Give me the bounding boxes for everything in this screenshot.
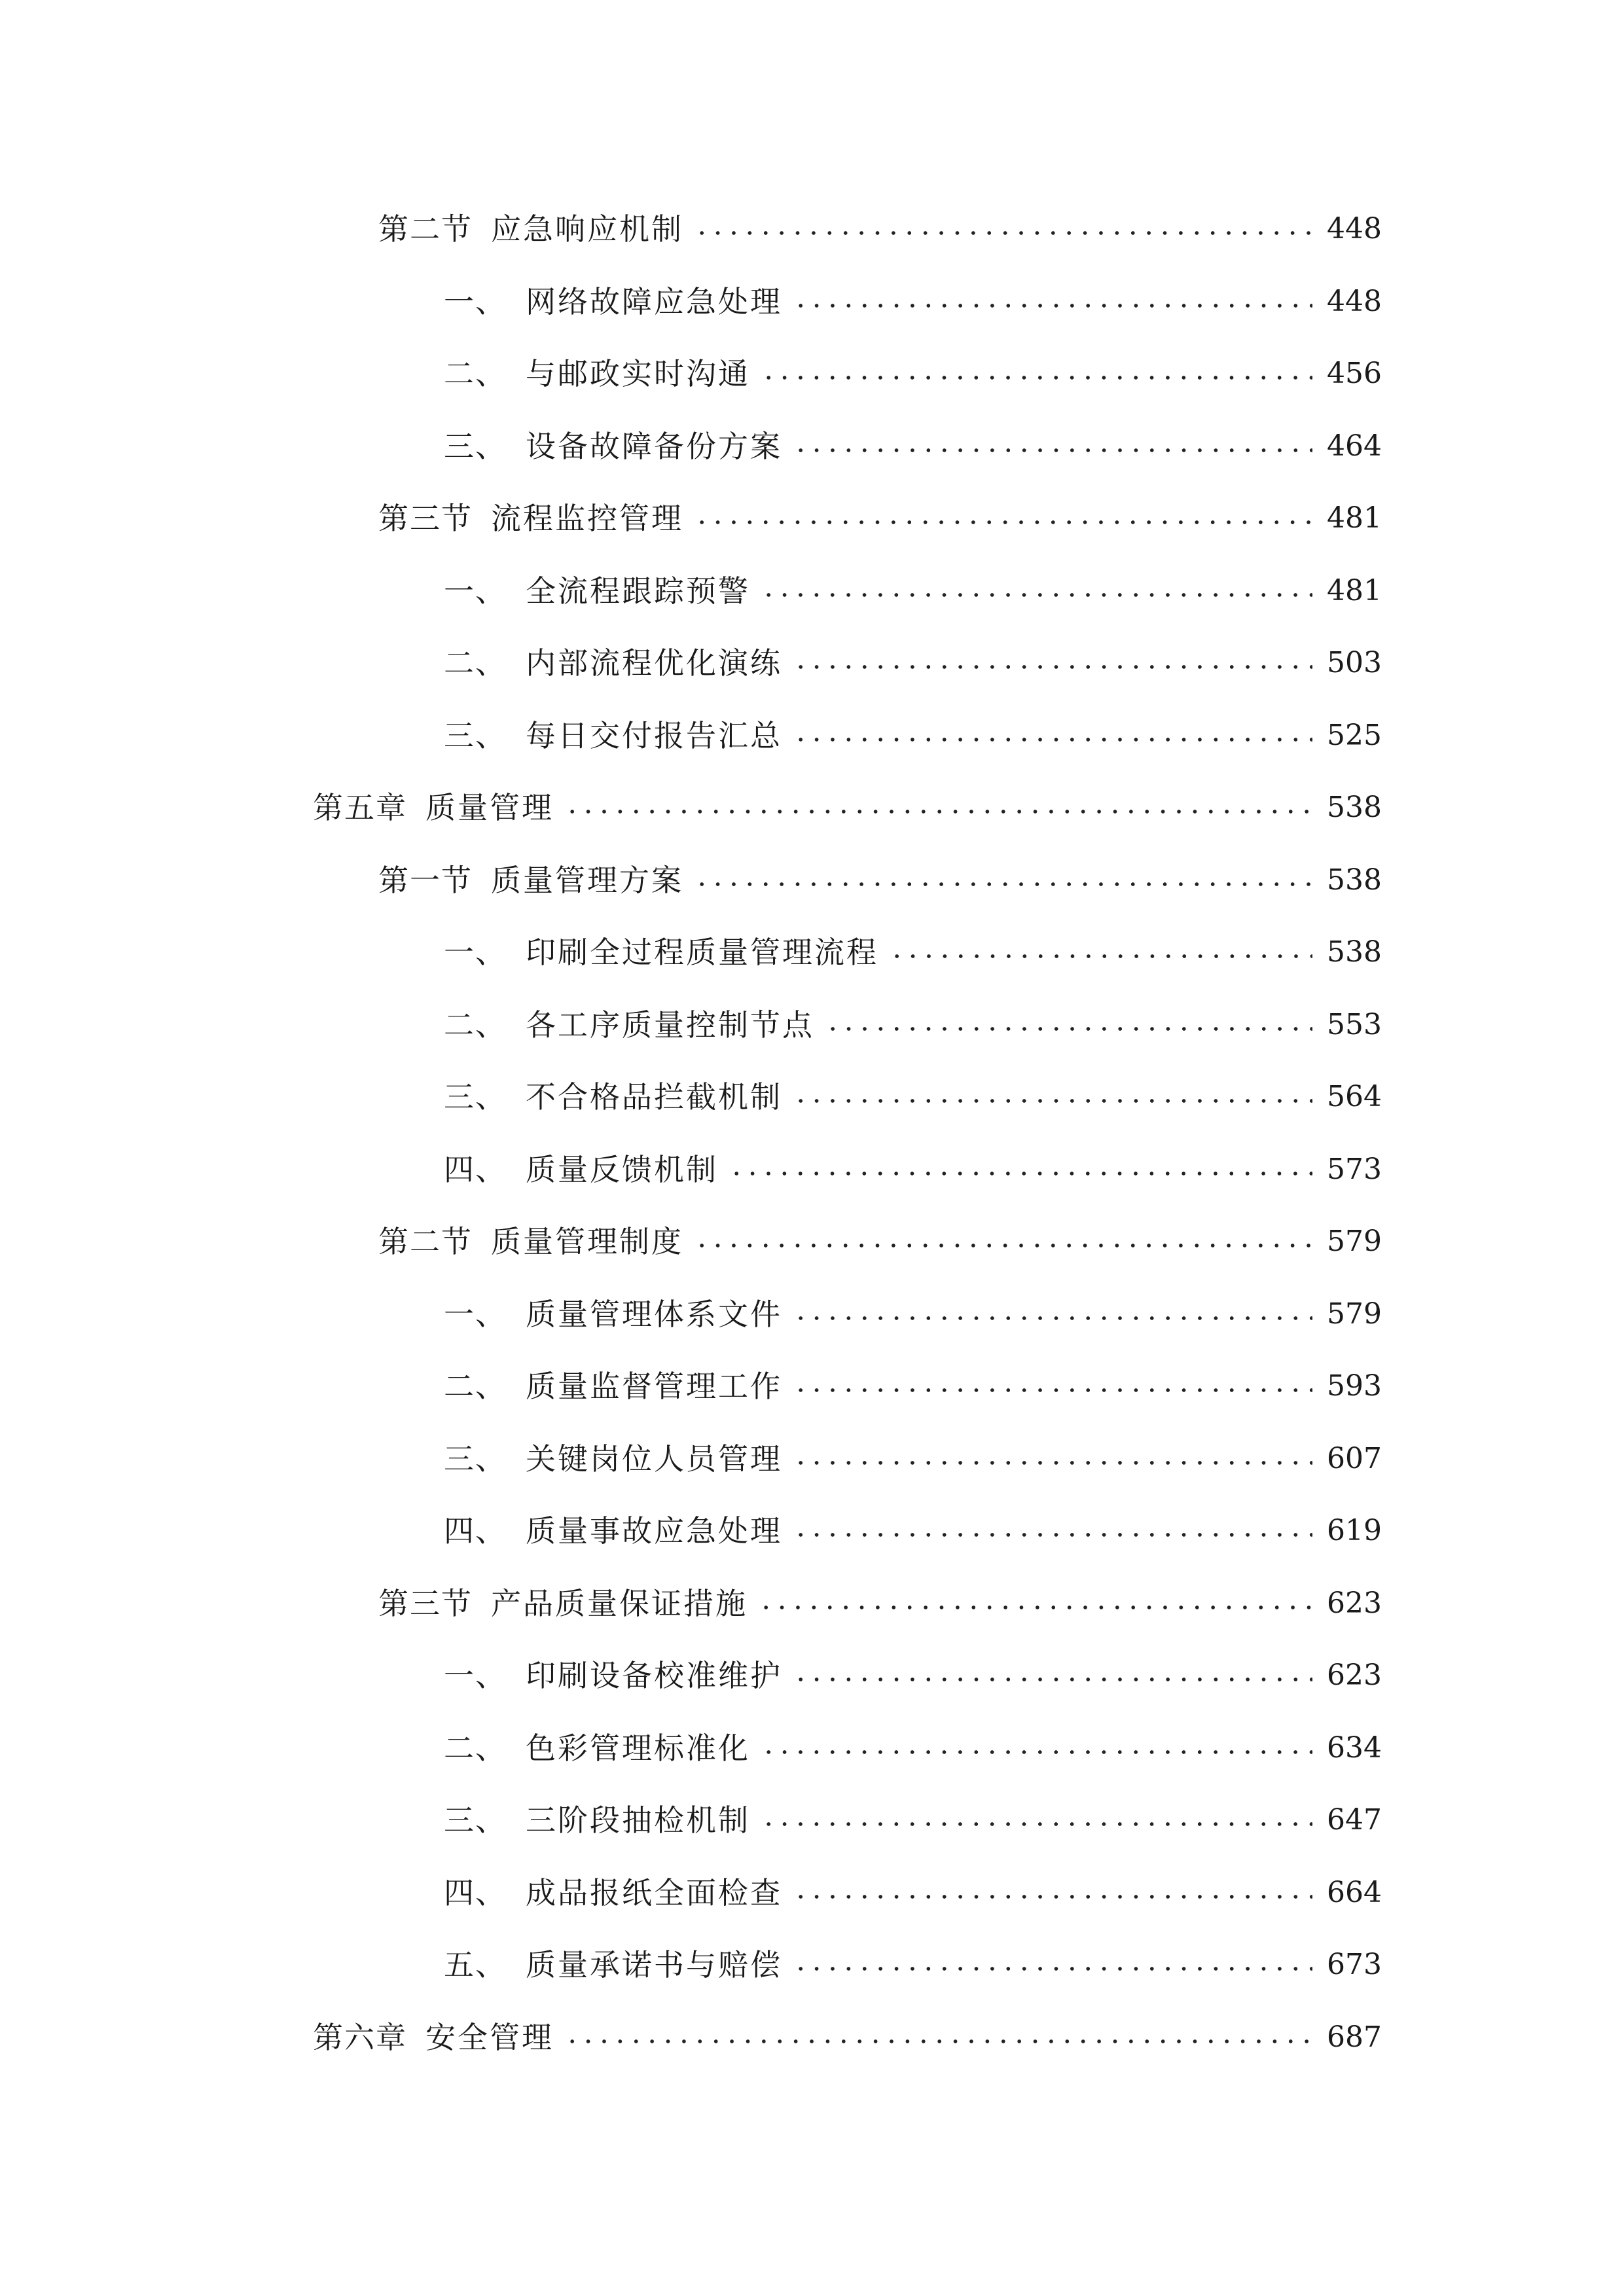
toc-entry[interactable]: [0, 1360, 1624, 1433]
toc-entry[interactable]: [0, 1939, 1624, 2011]
toc-entry-title: 质量反馈机制: [526, 1151, 718, 1187]
toc-entry-title: 质量承诺书与赔偿: [526, 1947, 782, 1982]
toc-entry-page: 448: [1327, 284, 1382, 318]
dot-leader: [793, 1388, 1312, 1393]
toc-entry-page: 503: [1327, 646, 1382, 679]
dot-leader: [793, 664, 1312, 670]
toc-entry-number: 二、: [444, 1369, 507, 1404]
toc-entry-title: 安全管理: [425, 2019, 554, 2055]
toc-entry-number: 三、: [444, 1441, 507, 1477]
dot-leader: [793, 737, 1312, 742]
dot-leader: [694, 230, 1312, 236]
toc-entry-number: 四、: [444, 1874, 507, 1910]
toc-entry-number: 一、: [444, 573, 507, 609]
toc-entry-page: 619: [1327, 1514, 1382, 1547]
toc-entry-title: 质量管理制度: [491, 1224, 683, 1259]
dot-leader: [761, 375, 1312, 380]
toc-entry[interactable]: [0, 1577, 1624, 1650]
toc-entry-number: 三、: [444, 1803, 507, 1838]
toc-entry[interactable]: [0, 926, 1624, 999]
toc-entry-title: 三阶段抽检机制: [526, 1803, 750, 1838]
toc-entry[interactable]: [0, 999, 1624, 1071]
toc-entry-number: 第三节: [378, 501, 473, 536]
toc-entry-page: 634: [1327, 1731, 1382, 1765]
toc-entry-number: 二、: [444, 1007, 507, 1043]
toc-entry[interactable]: [0, 1722, 1624, 1795]
toc-entry-number: 第二节: [378, 1224, 473, 1259]
toc-entry[interactable]: [0, 709, 1624, 782]
toc-entry[interactable]: [0, 1071, 1624, 1143]
toc-entry-page: 593: [1327, 1369, 1382, 1403]
toc-entry-title: 质量管理方案: [491, 862, 683, 898]
toc-entry-number: 一、: [444, 1658, 507, 1693]
dot-leader: [793, 1098, 1312, 1103]
toc-entry-number: 一、: [444, 935, 507, 970]
dot-leader: [761, 592, 1312, 598]
toc-entry-page: 647: [1327, 1803, 1382, 1837]
toc-entry[interactable]: [0, 781, 1624, 854]
toc-entry[interactable]: [0, 2011, 1624, 2084]
toc-entry-page: 456: [1327, 357, 1382, 390]
table-of-contents: [0, 203, 1624, 2083]
toc-entry-page: 673: [1327, 1948, 1382, 1981]
dot-leader: [793, 1894, 1312, 1899]
toc-entry-page: 564: [1327, 1080, 1382, 1113]
toc-entry-page: 664: [1327, 1875, 1382, 1909]
dot-leader: [793, 303, 1312, 308]
toc-entry-title: 每日交付报告汇总: [526, 717, 782, 753]
toc-entry-page: 579: [1327, 1297, 1382, 1331]
toc-entry-number: 三、: [444, 428, 507, 464]
toc-entry-title: 流程监控管理: [491, 501, 683, 536]
toc-entry-number: 三、: [444, 1079, 507, 1115]
toc-entry-title: 各工序质量控制节点: [526, 1007, 814, 1043]
toc-entry-title: 应急响应机制: [491, 211, 683, 247]
toc-entry[interactable]: [0, 276, 1624, 348]
toc-entry[interactable]: [0, 420, 1624, 493]
toc-entry-number: 四、: [444, 1513, 507, 1549]
toc-entry[interactable]: [0, 1505, 1624, 1577]
toc-entry-title: 印刷设备校准维护: [526, 1658, 782, 1693]
toc-entry-title: 产品质量保证措施: [491, 1585, 748, 1621]
dot-leader: [793, 1460, 1312, 1465]
dot-leader: [694, 882, 1312, 887]
toc-entry-number: 一、: [444, 283, 507, 319]
dot-leader: [758, 1605, 1312, 1610]
toc-entry-title: 质量管理: [425, 790, 554, 825]
toc-entry-page: 607: [1327, 1441, 1382, 1475]
toc-entry[interactable]: [0, 1288, 1624, 1361]
toc-entry-number: 五、: [444, 1947, 507, 1982]
dot-leader: [694, 1243, 1312, 1248]
dot-leader: [889, 954, 1312, 959]
toc-entry-number: 四、: [444, 1151, 507, 1187]
toc-entry-number: 一、: [444, 1296, 507, 1332]
toc-entry-page: 481: [1327, 501, 1382, 535]
toc-entry-page: 538: [1327, 863, 1382, 897]
toc-entry-title: 质量监督管理工作: [526, 1369, 782, 1404]
toc-entry[interactable]: [0, 637, 1624, 709]
toc-entry-number: 二、: [444, 356, 507, 391]
toc-entry-page: 448: [1327, 212, 1382, 245]
toc-entry-title: 关键岗位人员管理: [526, 1441, 782, 1477]
toc-entry-number: 二、: [444, 1730, 507, 1766]
dot-leader: [564, 809, 1312, 814]
toc-entry-number: 二、: [444, 645, 507, 681]
toc-entry-page: 464: [1327, 429, 1382, 463]
toc-entry-title: 设备故障备份方案: [526, 428, 782, 464]
dot-leader: [729, 1171, 1312, 1176]
dot-leader: [793, 1316, 1312, 1321]
toc-entry-number: 第二节: [378, 211, 473, 247]
toc-entry-page: 687: [1327, 2020, 1382, 2054]
toc-entry-number: 第五章: [313, 790, 407, 825]
toc-entry[interactable]: [0, 854, 1624, 927]
toc-entry-page: 623: [1327, 1586, 1382, 1620]
toc-entry-page: 553: [1327, 1007, 1382, 1041]
toc-entry-page: 538: [1327, 935, 1382, 969]
toc-entry[interactable]: [0, 565, 1624, 637]
toc-entry-page: 579: [1327, 1225, 1382, 1258]
dot-leader: [694, 520, 1312, 525]
dot-leader: [825, 1026, 1312, 1031]
toc-entry[interactable]: [0, 203, 1624, 276]
toc-entry[interactable]: [0, 1433, 1624, 1505]
toc-entry-number: 第三节: [378, 1585, 473, 1621]
toc-entry-title: 网络故障应急处理: [526, 283, 782, 319]
toc-entry[interactable]: [0, 1867, 1624, 1939]
toc-entry-title: 色彩管理标准化: [526, 1730, 750, 1766]
toc-entry-title: 成品报纸全面检查: [526, 1874, 782, 1910]
toc-entry-page: 623: [1327, 1659, 1382, 1692]
toc-entry-page: 573: [1327, 1152, 1382, 1186]
toc-entry-number: 第一节: [378, 862, 473, 898]
toc-entry-title: 全流程跟踪预警: [526, 573, 750, 609]
dot-leader: [793, 1966, 1312, 1971]
toc-entry[interactable]: [0, 1794, 1624, 1867]
toc-entry[interactable]: [0, 1215, 1624, 1288]
dot-leader: [793, 1532, 1312, 1537]
toc-entry-title: 不合格品拦截机制: [526, 1079, 782, 1115]
toc-entry-title: 印刷全过程质量管理流程: [526, 935, 878, 970]
toc-entry-number: 三、: [444, 717, 507, 753]
toc-entry-title: 内部流程优化演练: [526, 645, 782, 681]
dot-leader: [761, 1821, 1312, 1827]
dot-leader: [761, 1749, 1312, 1755]
toc-entry-title: 质量管理体系文件: [526, 1296, 782, 1332]
toc-entry-page: 525: [1327, 718, 1382, 752]
dot-leader: [793, 1677, 1312, 1682]
toc-entry[interactable]: [0, 348, 1624, 420]
toc-entry-page: 481: [1327, 573, 1382, 607]
toc-entry-title: 质量事故应急处理: [526, 1513, 782, 1549]
toc-entry[interactable]: [0, 492, 1624, 565]
toc-entry-title: 与邮政实时沟通: [526, 356, 750, 391]
toc-entry[interactable]: [0, 1649, 1624, 1722]
dot-leader: [564, 2039, 1312, 2044]
toc-entry[interactable]: [0, 1143, 1624, 1216]
dot-leader: [793, 448, 1312, 453]
toc-entry-page: 538: [1327, 791, 1382, 824]
toc-entry-number: 第六章: [313, 2019, 407, 2055]
